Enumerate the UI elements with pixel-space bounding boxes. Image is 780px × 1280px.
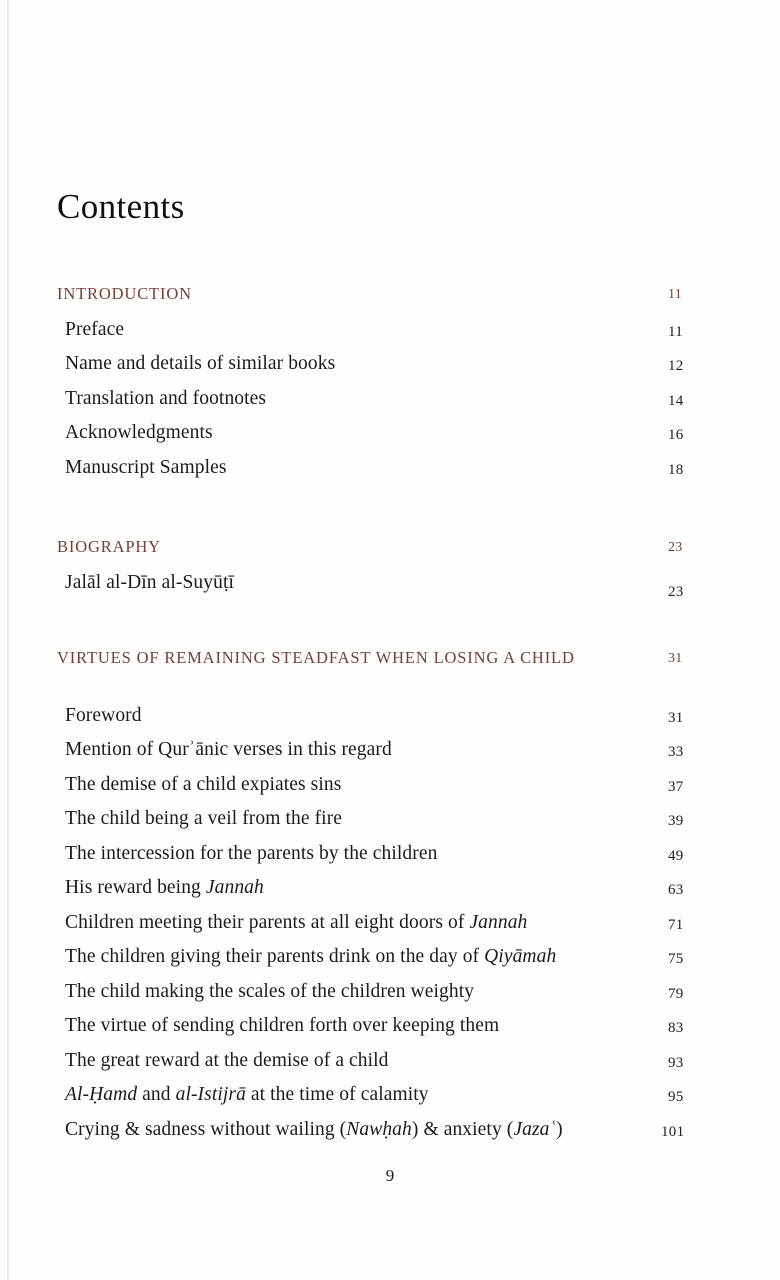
table-of-contents <box>0 284 780 1153</box>
toc-entry[interactable] <box>0 1050 780 1085</box>
toc-entry[interactable] <box>0 739 780 774</box>
section-spacer <box>0 683 780 705</box>
toc-entry-page: 71 <box>668 916 684 933</box>
toc-entry-page: 37 <box>668 778 684 795</box>
toc-entry[interactable] <box>0 705 780 740</box>
section-heading-page: 23 <box>668 540 683 555</box>
toc-entry-page: 101 <box>661 1123 685 1140</box>
toc-entry[interactable] <box>0 946 780 981</box>
toc-entry[interactable] <box>0 808 780 843</box>
toc-entry-label: The virtue of sending children forth over keeping them <box>65 1015 500 1036</box>
toc-entry-page: 18 <box>668 461 684 478</box>
toc-entry-page: 23 <box>668 583 684 600</box>
toc-entry-label: Translation and footnotes <box>65 387 267 409</box>
toc-entry-page: 95 <box>668 1089 684 1105</box>
page-title: Contents <box>57 187 185 226</box>
toc-entry-label: The child making the scales of the children weighty <box>65 980 475 1002</box>
toc-entry[interactable] <box>0 877 780 912</box>
toc-entry-label: The children giving their parents drink on the day of Qiyāmah <box>65 946 557 967</box>
toc-entry[interactable] <box>0 1084 780 1119</box>
toc-entry-label: The demise of a child expiates sins <box>65 773 342 795</box>
section-heading-label: BIOGRAPHY <box>57 537 161 556</box>
toc-entry-page: 12 <box>668 358 684 374</box>
toc-entry-label: Foreword <box>65 704 142 726</box>
italic-term: Jannah <box>469 911 528 933</box>
folio-page-number: 9 <box>385 1166 395 1185</box>
toc-section-heading[interactable] <box>0 648 780 683</box>
section-heading-label: VIRTUES OF REMAINING STEADFAST WHEN LOSING A CHILD <box>57 648 575 667</box>
toc-entry-page: 75 <box>668 951 684 967</box>
italic-term: Jazaʿ <box>513 1118 557 1140</box>
italic-term: Al-Ḥamd <box>65 1084 138 1105</box>
toc-entry[interactable] <box>0 1015 780 1050</box>
toc-entry[interactable] <box>0 353 780 388</box>
toc-entry-label: The intercession for the parents by the children <box>65 842 438 864</box>
toc-entry[interactable] <box>0 774 780 809</box>
toc-entry[interactable] <box>0 388 780 423</box>
section-spacer <box>0 606 780 648</box>
toc-entry-page: 14 <box>668 392 684 409</box>
toc-entry-label: Children meeting their parents at all eight doors of Jannah <box>65 911 528 933</box>
section-heading-page: 31 <box>668 651 683 666</box>
toc-entry-label: Preface <box>65 318 125 340</box>
italic-term: al-Istijrā <box>175 1084 246 1105</box>
toc-entry-page: 16 <box>668 427 684 443</box>
toc-entry-label: Crying & sadness without wailing (Nawḥah) & anxiety (Jazaʿ) <box>65 1118 563 1140</box>
section-spacer <box>0 491 780 537</box>
toc-entry-label: Al-Ḥamd and al-Istijrā at the time of calamity <box>65 1084 429 1105</box>
toc-entry-label: Mention of Qurʾānic verses in this regard <box>65 739 392 760</box>
toc-entry-label: Jalāl al-Dīn al-Suyūṭī <box>65 571 234 593</box>
toc-entry-label: Acknowledgments <box>65 422 213 443</box>
toc-entry-label: The great reward at the demise of a child <box>65 1049 389 1071</box>
toc-entry-label: Name and details of similar books <box>65 353 336 374</box>
toc-entry-label: Manuscript Samples <box>65 456 227 478</box>
toc-entry-page: 83 <box>668 1020 684 1036</box>
toc-entry-label: The child being a veil from the fire <box>65 808 343 829</box>
toc-entry[interactable] <box>0 422 780 457</box>
toc-entry-label: His reward being Jannah <box>65 877 264 898</box>
section-heading-label: INTRODUCTION <box>57 284 192 303</box>
italic-term: Jannah <box>205 877 264 898</box>
section-heading-page: 11 <box>668 287 683 302</box>
toc-entry-page: 11 <box>668 323 684 340</box>
toc-section-heading[interactable] <box>0 537 780 572</box>
toc-entry-page: 33 <box>668 744 684 760</box>
italic-term: Nawḥah <box>346 1118 412 1140</box>
toc-entry-page: 49 <box>668 847 684 864</box>
toc-entry-page: 93 <box>668 1054 684 1071</box>
toc-section-heading[interactable] <box>0 284 780 319</box>
toc-entry-page: 31 <box>668 709 684 726</box>
toc-entry[interactable] <box>0 981 780 1016</box>
toc-entry-page: 39 <box>668 813 684 829</box>
italic-term: Qiyāmah <box>484 946 557 967</box>
toc-entry[interactable] <box>0 319 780 354</box>
toc-entry[interactable] <box>0 457 780 492</box>
toc-entry[interactable] <box>0 912 780 947</box>
toc-entry[interactable] <box>0 572 780 607</box>
toc-entry-page: 63 <box>668 882 684 898</box>
toc-entry[interactable] <box>0 843 780 878</box>
toc-entry-page: 79 <box>668 985 684 1002</box>
toc-entry[interactable] <box>0 1119 780 1154</box>
